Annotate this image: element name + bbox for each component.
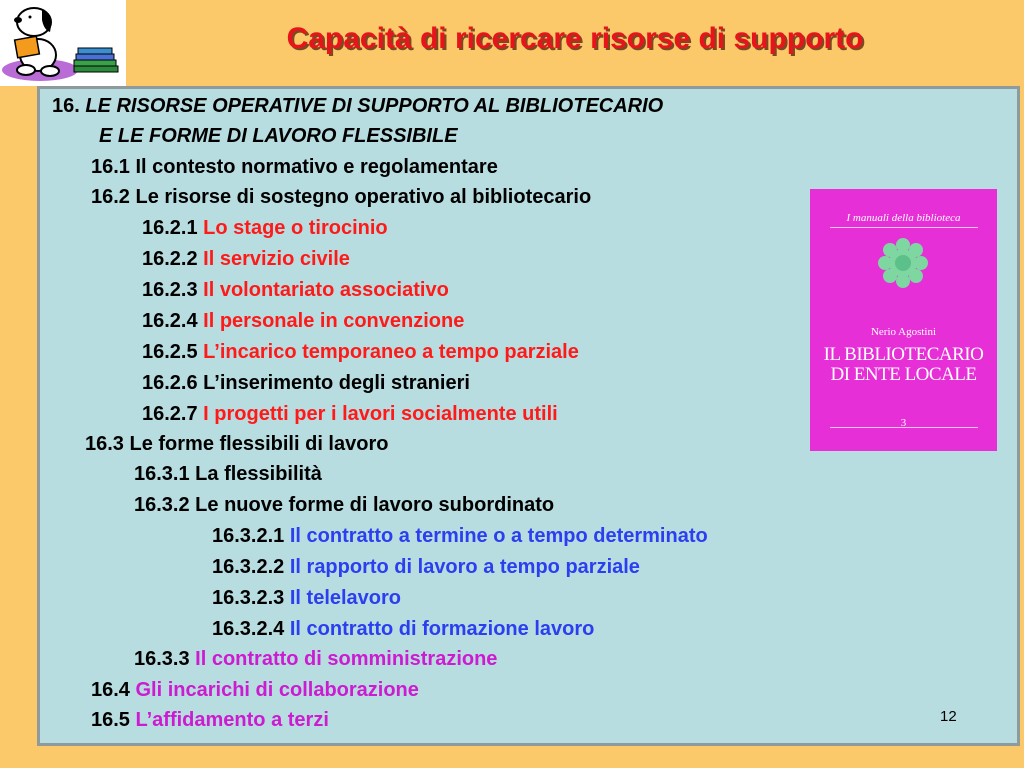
- outline-item-number: 16.2.6: [142, 372, 198, 394]
- outline-item: [212, 617, 594, 641]
- outline-item-number: 16.1: [91, 156, 130, 178]
- outline-item: [99, 124, 458, 148]
- outline-item: [142, 340, 579, 364]
- outline-item-text: Le forme flessibili di lavoro: [129, 433, 389, 455]
- outline-item-text: Le nuove forme di lavoro subordinato: [195, 494, 555, 516]
- outline-item-text: Il contratto di formazione lavoro: [289, 618, 595, 640]
- outline-item-text: Gli incarichi di collaborazione: [135, 679, 419, 701]
- outline-item: [142, 371, 470, 395]
- outline-item-text: Il telelavoro: [289, 587, 402, 609]
- outline-item: [134, 493, 554, 517]
- outline-item: [212, 555, 640, 579]
- outline-item: [52, 94, 663, 118]
- slide-title: Capacità di ricercare risorse di supporto: [286, 22, 864, 55]
- outline-item: [85, 432, 388, 456]
- outline-item-text: Il personale in convenzione: [203, 310, 465, 332]
- outline-item-number: 16.2.7: [142, 403, 198, 425]
- outline-item: [134, 647, 497, 671]
- outline-item-number: 16.3.2.4: [212, 618, 285, 640]
- book-volume: 3: [900, 417, 907, 429]
- outline-item: [142, 402, 558, 426]
- outline-item-text: L’inserimento degli stranieri: [203, 372, 470, 394]
- outline-item-number: 16.3.2: [134, 494, 190, 516]
- outline-item-text: L’incarico temporaneo a tempo parziale: [203, 341, 579, 363]
- outline-item-text: Il rapporto di lavoro a tempo parziale: [289, 556, 640, 578]
- outline-item-text: L’affidamento a terzi: [135, 709, 329, 731]
- outline-item: [91, 708, 329, 732]
- outline-item-number: 16.3.1: [134, 463, 190, 485]
- snoopy-reading-icon: [0, 0, 126, 86]
- outline-item: [134, 462, 322, 486]
- outline-item: [212, 586, 401, 610]
- outline-item-text: E LE FORME DI LAVORO FLESSIBILE: [99, 125, 458, 147]
- outline-item-number: 16.2: [91, 186, 130, 208]
- outline-item: [142, 247, 350, 271]
- outline-item-number: 16.2.3: [142, 279, 198, 301]
- book-title-line1: IL BIBLIOTECARIO: [823, 344, 984, 365]
- outline-item: [142, 309, 464, 333]
- outline-item-text: Il servizio civile: [203, 248, 350, 270]
- book-cover: [810, 189, 997, 451]
- book-author: Nerio Agostini: [870, 326, 937, 338]
- book-series: I manuali della biblioteca: [846, 212, 961, 224]
- outline-item-text: Il contesto normativo e regolamentare: [135, 156, 498, 178]
- outline-item: [142, 216, 388, 240]
- snoopy-reading-logo: [0, 0, 126, 86]
- outline-item-number: 16.2.5: [142, 341, 198, 363]
- outline-item-text: La flessibilità: [195, 463, 322, 485]
- outline-item: [91, 678, 419, 702]
- outline-item-number: 16.5: [91, 709, 130, 731]
- outline-item-number: 16.: [52, 95, 80, 117]
- outline-item: [212, 524, 708, 548]
- outline-item-number: 16.3.2.2: [212, 556, 285, 578]
- book-rule-top: [830, 227, 978, 228]
- outline-item-text: Le risorse di sostegno operativo al bibliotecario: [135, 186, 592, 208]
- outline-item-number: 16.2.1: [142, 217, 198, 239]
- outline-item-number: 16.4: [91, 679, 130, 701]
- outline-item-number: 16.3.2.1: [212, 525, 285, 547]
- flower-emblem-icon: [873, 233, 933, 293]
- outline-item-number: 16.3: [85, 433, 124, 455]
- outline-item-text: Il volontariato associativo: [203, 279, 449, 301]
- outline-item-text: Il contratto a termine o a tempo determinato: [289, 525, 708, 547]
- outline-item-number: 16.2.4: [142, 310, 198, 332]
- book-title-line2: DI ENTE LOCALE: [830, 364, 977, 385]
- outline-item-text: Il contratto di somministrazione: [195, 648, 498, 670]
- outline-item-number: 16.3.2.3: [212, 587, 285, 609]
- outline-item: [91, 155, 498, 179]
- page-number: 12: [940, 708, 957, 725]
- outline-item-number: 16.3.3: [134, 648, 190, 670]
- outline-item-number: 16.2.2: [142, 248, 198, 270]
- outline-item-text: Lo stage o tirocinio: [203, 217, 388, 239]
- outline-item: [142, 278, 449, 302]
- outline-item: [91, 185, 591, 209]
- outline-item-text: LE RISORSE OPERATIVE DI SUPPORTO AL BIBLIOTECARIO: [85, 95, 664, 117]
- outline-item-text: I progetti per i lavori socialmente utili: [203, 403, 558, 425]
